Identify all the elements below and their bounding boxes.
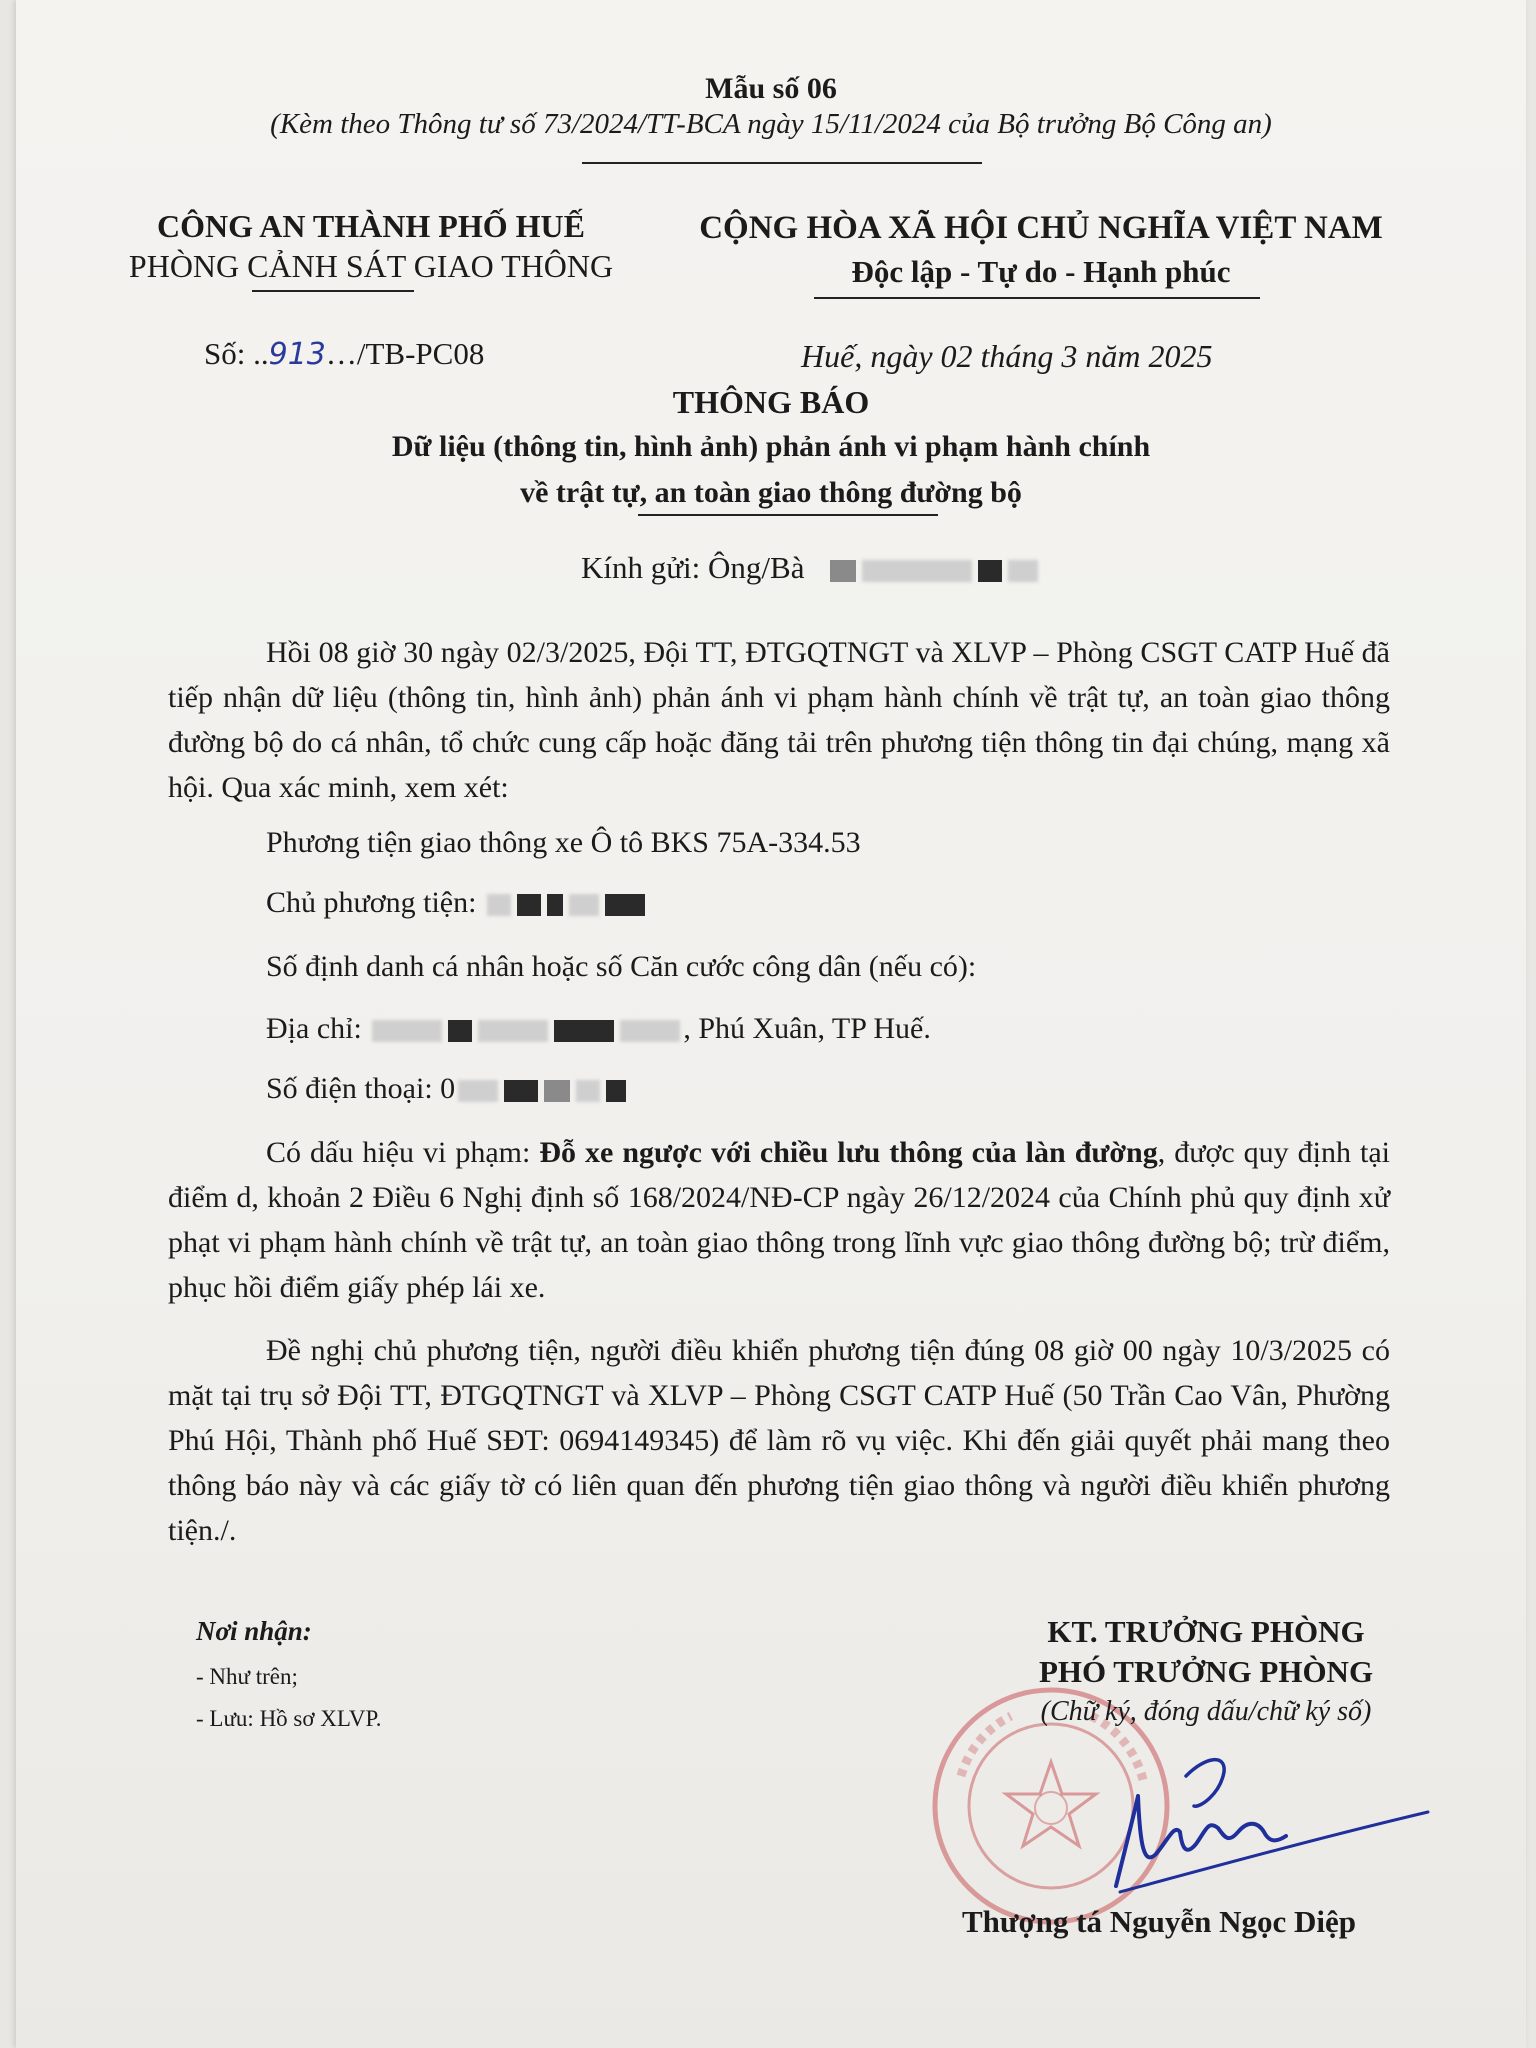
recipient-item: - Lưu: Hồ sơ XLVP. <box>196 1706 382 1731</box>
signatory-name: Thượng tá Nguyễn Ngọc Diệp <box>962 1904 1357 1939</box>
phone-line: Số điện thoại: 0 <box>266 1072 629 1106</box>
nation-title: CỘNG HÒA XÃ HỘI CHỦ NGHĨA VIỆT NAM <box>699 210 1383 246</box>
greeting: Kính gửi: Ông/Bà <box>581 550 1041 586</box>
place-date: Huế, ngày 02 tháng 3 năm 2025 <box>801 338 1213 374</box>
intro-paragraph: Hồi 08 giờ 30 ngày 02/3/2025, Đội TT, ĐTGQTNGT và XLVP – Phòng CSGT CATP Huế đã tiếp nhận dữ liệu (thông tin, hình ảnh) phản ánh vi phạm hành chính về trật tự, an toàn giao thông đường bộ do cá nhân, tổ chức cung cấp hoặc đăng tải trên phương tiện thông tin đại chúng, mạng xã hội. Qua xác minh, xem xét: <box>168 636 1390 804</box>
address-line: Địa chỉ: , Phú Xuân, TP Huế. <box>266 1012 931 1045</box>
violation-paragraph: Có dấu hiệu vi phạm: Đỗ xe ngược với chiều lưu thông của làn đường, được quy định tại điểm d, khoản 2 Điều 6 Nghị định số 168/2024/NĐ-CP ngày 26/12/2024 của Chính phủ quy định xử phạt vi phạm hành chính về trật tự, an toàn giao thông trong lĩnh vực giao thông đường bộ; trừ điểm, phục hồi điểm giấy phép lái xe. <box>168 1136 1391 1304</box>
subject-underline <box>638 514 938 516</box>
header-divider <box>582 162 982 164</box>
recipients-list <box>196 1656 381 1740</box>
nation-motto: Độc lập - Tự do - Hạnh phúc <box>851 254 1231 289</box>
motto-underline <box>814 297 1260 299</box>
violation-description: Đỗ xe ngược với chiều lưu thông của làn đường <box>539 1136 1158 1169</box>
signature-title-1: KT. TRƯỞNG PHÒNG <box>1047 1614 1365 1649</box>
recipient-item: - Như trên; <box>196 1664 298 1689</box>
owner-line: Chủ phương tiện: <box>266 886 648 920</box>
vehicle-line: Phương tiện giao thông xe Ô tô BKS 75A-334.53 <box>266 826 861 859</box>
request-paragraph: Đề nghị chủ phương tiện, người điều khiển phương tiện đúng 08 giờ 00 ngày 10/3/2025 có mặt tại trụ sở Đội TT, ĐTGQTNGT và XLVP – Phòng CSGT CATP Huế (50 Trần Cao Vân, Phường Phú Hội, Thành phố Huế SĐT: 0694149345) để làm rõ vụ việc. Khi đến giải quyết phải mang theo thông báo này và các giấy tờ có liên quan đến phương tiện giao thông và người điều khiển phương tiện./. <box>168 1334 1390 1547</box>
notice-subject-1: Dữ liệu (thông tin, hình ảnh) phản ánh vi phạm hành chính <box>391 430 1151 463</box>
citizen-id-line: Số định danh cá nhân hoặc số Căn cước công dân (nếu có): <box>266 950 977 983</box>
form-title: Mẫu số 06 <box>705 72 837 105</box>
handwritten-number: 913 <box>268 337 326 372</box>
recipients-label: Nơi nhận: <box>196 1616 312 1646</box>
notice-subject-2: về trật tự, an toàn giao thông đường bộ <box>520 476 1022 509</box>
agency-name: CÔNG AN THÀNH PHỐ HUẾ <box>157 208 585 244</box>
signature-title-2: PHÓ TRƯỞNG PHÒNG <box>1038 1654 1374 1689</box>
signature-note: (Chữ ký, đóng dấu/chữ ký số) <box>1040 1696 1372 1727</box>
agency-underline <box>252 290 414 292</box>
agency-department: PHÒNG CẢNH SÁT GIAO THÔNG <box>128 248 614 284</box>
form-subtitle: (Kèm theo Thông tư số 73/2024/TT-BCA ngày 15/11/2024 của Bộ trưởng Bộ Công an) <box>270 108 1272 140</box>
handwritten-signature-icon <box>1096 1736 1436 1906</box>
document-number: Số: ..913…/TB-PC08 <box>204 336 485 372</box>
notice-title: THÔNG BÁO <box>672 384 870 420</box>
document-page <box>16 0 1526 2048</box>
